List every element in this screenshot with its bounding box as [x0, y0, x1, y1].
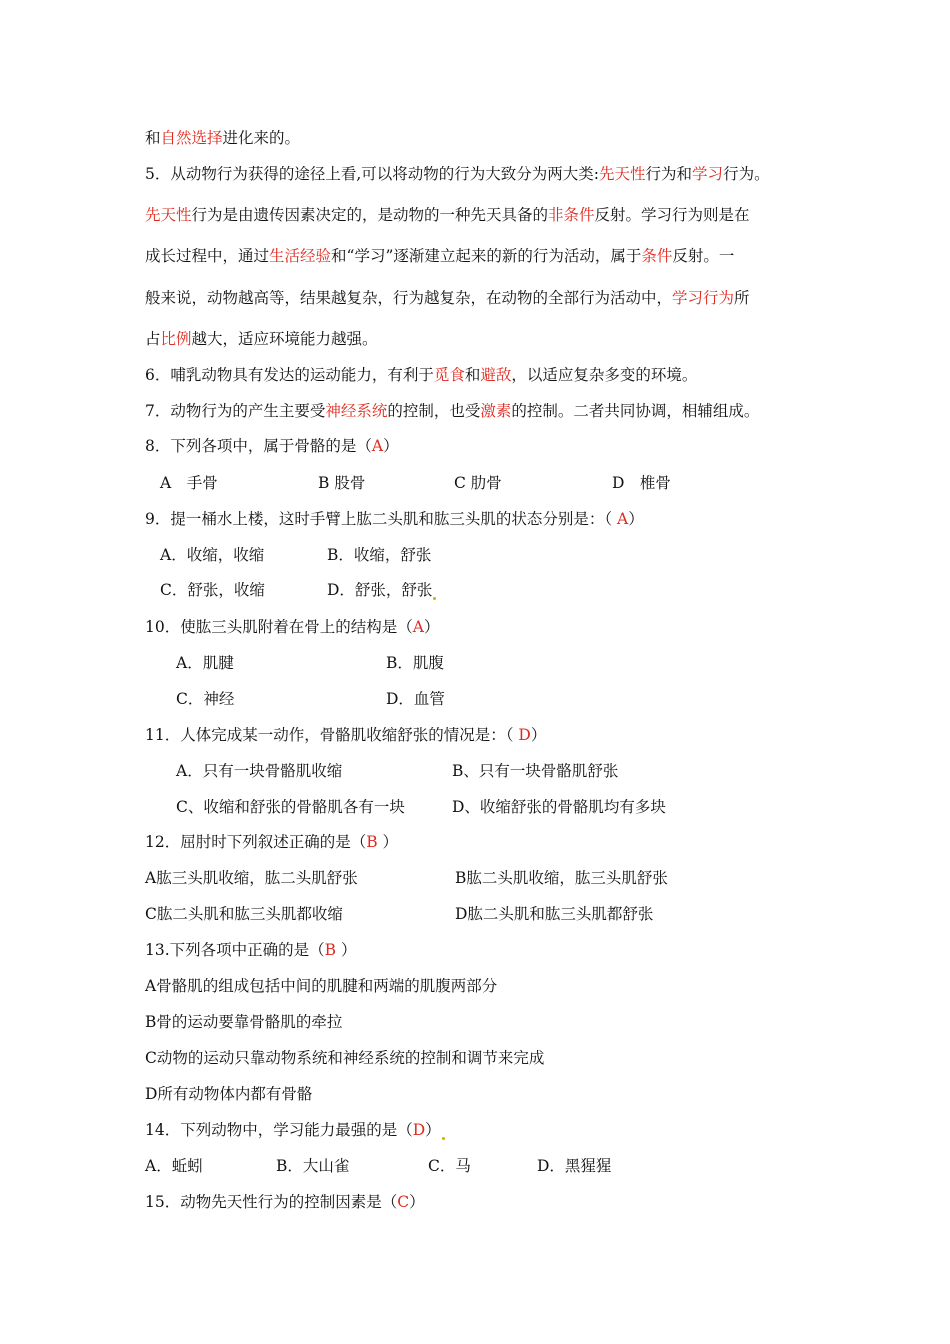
text-span: 5．从动物行为获得的途径上看,可以将动物的行为大致分为两大类:: [145, 165, 600, 183]
ink-dot: [433, 597, 436, 600]
q14-option-b: B．大山雀: [276, 1157, 350, 1175]
question-14-stem: [145, 1120, 445, 1140]
answer-letter: C: [397, 1193, 410, 1211]
q13-option-a: A骨骼肌的组成包括中间的肌腱和两端的肌腹两部分: [145, 977, 498, 995]
text-span: ）: [377, 833, 399, 851]
text-span: ）: [423, 618, 440, 636]
q13-option-d: D所有动物体内都有骨骼: [145, 1085, 313, 1103]
item-5-line-3: [145, 246, 734, 266]
answer-text: 学习行为: [672, 289, 735, 307]
text-span: 行为。: [723, 165, 770, 183]
q12-option-c: C肱二头肌和肱三头肌都收缩: [145, 905, 343, 923]
text-span: 行为和: [645, 165, 693, 183]
text-span: 反射。一: [672, 247, 735, 265]
q10-option-b: B．肌腹: [386, 654, 444, 672]
q12-option-a: A肱三头肌收缩，肱二头肌舒张: [145, 869, 358, 887]
answer-text: 条件: [641, 247, 673, 265]
answer-letter: A: [617, 510, 629, 528]
question-8-stem: [145, 436, 399, 456]
q9-option-b: B．收缩，舒张: [327, 546, 432, 564]
question-13-stem: [145, 940, 356, 960]
q14-option-d: D．黑猩猩: [537, 1157, 612, 1175]
text-span: 所: [734, 289, 750, 307]
q10-option-a: A．肌腱: [176, 654, 234, 672]
q9-option-d: [327, 580, 436, 600]
answer-letter: A: [412, 618, 424, 636]
q8-option-c: C 肋骨: [454, 474, 502, 492]
q8-option-d: D 椎骨: [612, 474, 671, 492]
text-span: 13.下列各项中正确的是（: [145, 941, 325, 959]
q14-option-a: A．蚯蚓: [145, 1157, 203, 1175]
answer-text: 生活经验: [269, 247, 332, 265]
answer-text: 先天性: [145, 206, 192, 224]
text-span: 和: [145, 129, 161, 147]
q8-option-b: B 股骨: [318, 474, 366, 492]
question-11-stem: [145, 725, 546, 745]
q12-option-b: B肱二头肌收缩，肱三头肌舒张: [455, 869, 668, 887]
text-span: 7．动物行为的产生主要受: [145, 402, 326, 420]
answer-text: 比例: [160, 330, 192, 348]
text-span: ）: [409, 1193, 425, 1211]
text-line: [145, 128, 300, 148]
q13-option-c: C动物的运动只靠动物系统和神经系统的控制和调节来完成: [145, 1049, 545, 1067]
q10-option-d: D．血管: [386, 690, 445, 708]
item-7-line: [145, 401, 759, 421]
q11-option-b: B、只有一块骨骼肌舒张: [452, 762, 619, 780]
q13-option-b: B骨的运动要靠骨骼肌的牵拉: [145, 1013, 343, 1031]
q11-option-c: C、收缩和舒张的骨骼肌各有一块: [176, 798, 405, 816]
q10-option-c: C．神经: [176, 690, 235, 708]
question-15-stem: [145, 1192, 425, 1212]
answer-text: 自然选择: [160, 129, 223, 147]
text-span: 11．人体完成某一动作，骨骼肌收缩舒张的情况是：（: [145, 726, 519, 744]
answer-letter: B: [366, 833, 378, 851]
text-span: 6．哺乳动物具有发达的运动能力，有利于: [145, 366, 434, 384]
item-6-line: [145, 365, 697, 385]
text-span: ）: [628, 510, 644, 528]
q12-option-d: D肱二头肌和肱三头肌都舒张: [455, 905, 654, 923]
text-span: 般来说，动物越高等，结果越复杂，行为越复杂，在动物的全部行为活动中，: [145, 289, 673, 307]
answer-text: 神经系统: [325, 402, 388, 420]
item-5-line-1: [145, 164, 770, 184]
answer-letter: B: [324, 941, 337, 959]
answer-text: 学习: [692, 165, 724, 183]
answer-text: 非条件: [548, 206, 595, 224]
text-span: 占: [145, 330, 161, 348]
q14-option-c: C．马: [428, 1157, 471, 1175]
question-12-stem: [145, 832, 398, 852]
text-span: ）: [425, 1121, 441, 1139]
answer-text: 激素: [480, 402, 512, 420]
text-span: 的控制，也受: [387, 402, 481, 420]
q9-option-c: C．舒张，收缩: [160, 581, 265, 599]
question-10-stem: [145, 617, 439, 637]
text-span: 成长过程中，通过: [145, 247, 270, 265]
answer-letter: A: [371, 437, 384, 455]
text-span: 和“学习”逐渐建立起来的新的行为活动，属于: [331, 247, 642, 265]
q8-option-a: A 手骨: [160, 474, 218, 492]
ink-dot: [442, 1137, 445, 1140]
text-span: D．舒张，舒张: [327, 581, 433, 599]
answer-text: 觅食: [433, 366, 465, 384]
item-5-line-5: [145, 329, 378, 349]
answer-letter: D: [412, 1121, 426, 1139]
text-span: 15．动物先天性行为的控制因素是（: [145, 1193, 398, 1211]
text-span: ）: [383, 437, 399, 455]
text-span: 14．下列动物中，学习能力最强的是（: [145, 1121, 413, 1139]
text-span: ，以适应复杂多变的环境。: [511, 366, 698, 384]
question-9-stem: [145, 509, 644, 529]
text-span: 越大，适应环境能力越强。: [191, 330, 378, 348]
text-span: ）: [336, 941, 357, 959]
text-span: 8．下列各项中，属于骨骼的是（: [145, 437, 372, 455]
answer-letter: D: [518, 726, 531, 744]
item-5-line-4: [145, 288, 750, 308]
q11-option-a: A．只有一块骨骼肌收缩: [176, 762, 343, 780]
text-span: 12．屈肘时下列叙述正确的是（: [145, 833, 367, 851]
text-span: 进化来的。: [222, 129, 301, 147]
q11-option-d: D、收缩舒张的骨骼肌均有多块: [452, 798, 666, 816]
text-span: 10．使肱三头肌附着在骨上的结构是（: [145, 618, 413, 636]
text-span: 的控制。二者共同协调，相辅组成。: [511, 402, 760, 420]
text-span: 反射。学习行为则是在: [594, 206, 750, 224]
text-span: ）: [530, 726, 547, 744]
q9-option-a: A．收缩，收缩: [160, 546, 265, 564]
answer-text: 先天性: [599, 165, 646, 183]
answer-text: 避敌: [480, 366, 512, 384]
text-span: 9．提一桶水上楼，这时手臂上肱二头肌和肱三头肌的状态分别是：（: [145, 510, 618, 528]
text-span: 和: [464, 366, 481, 384]
text-span: 行为是由遗传因素决定的，是动物的一种先天具备的: [191, 206, 549, 224]
item-5-line-2: [145, 205, 750, 225]
